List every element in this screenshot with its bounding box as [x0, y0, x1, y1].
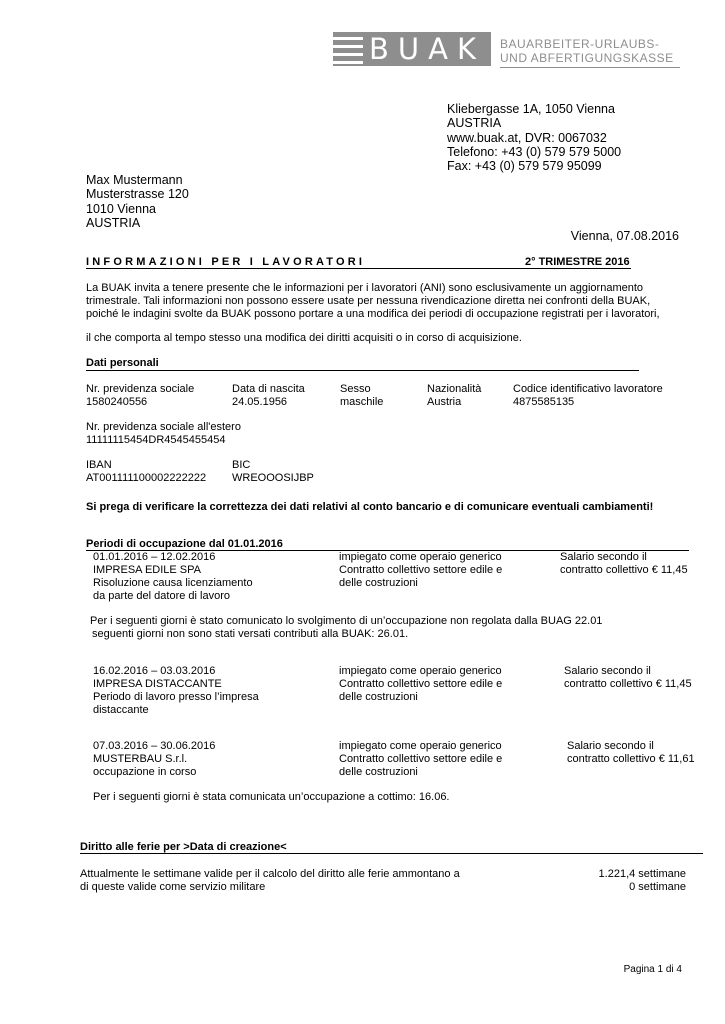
period-3-salary: Salario secondo il contratto collettivo € 11,61 — [567, 740, 695, 765]
intro-conclusion: il che comporta al tempo stesso una modifica dei diritti acquisiti o in corso di acquisizione. — [86, 332, 522, 344]
logo-underline — [500, 67, 680, 68]
military-weeks-value: 0 settimane — [629, 881, 686, 893]
buak-logo — [333, 32, 683, 72]
sender-address: Kliebergasse 1A, 1050 Vienna AUSTRIA www.buak.at, DVR: 0067032 Telefono: +43 (0) 579 579 5000 Fax: +43 (0) 579 579 95099 — [447, 102, 622, 174]
logo-brand: BUAK — [369, 32, 485, 66]
recipient-street: Musterstrasse 120 — [86, 187, 189, 202]
period-3-left — [93, 740, 215, 779]
bank-verify-notice: Si prega di verificare la correttezza dei dati relativi al conto bancario e di comunicare eventuali cambiamenti! — [86, 501, 654, 513]
dob-field: Data di nascita 24.05.1956 — [232, 383, 305, 408]
period-2-contract: impiegato come operaio generico Contratto collettivo settore edile e delle costruzioni — [339, 665, 503, 703]
period-2-left — [93, 665, 259, 717]
personal-data-underline — [86, 370, 639, 371]
holiday-underline — [80, 853, 703, 854]
foreign-ssn-field: Nr. previdenza sociale all'estero 11111115454DR4545455454 — [86, 421, 241, 446]
period-1-salary: Salario secondo il contratto collettivo € 11,45 — [560, 551, 688, 576]
holiday-heading: Diritto alle ferie per >Data di creazione< — [80, 841, 287, 853]
period-note: Periodo di lavoro presso l’impresa — [93, 691, 259, 703]
period-company: IMPRESA DISTACCANTE — [93, 678, 222, 690]
piecework-notice: Per i seguenti giorni è stata comunicata un’occupazione a cottimo: 16.06. — [93, 791, 450, 803]
recipient-address — [86, 173, 189, 230]
period-company: IMPRESA EDILE SPA — [93, 564, 202, 576]
recipient-name: Max Mustermann — [86, 173, 183, 187]
ssn-field: Nr. previdenza sociale 1580240556 — [86, 383, 195, 408]
nationality-field: Nazionalità Austria — [427, 383, 482, 408]
quarter-label: 2° TRIMESTRE 2016 — [525, 256, 630, 268]
holiday-weeks-label: Attualmente le settimane valide per il calcolo del diritto alle ferie ammontano a — [80, 868, 460, 880]
period-dates: 01.01.2016 – 12.02.2016 — [93, 551, 216, 563]
logo-mark — [333, 32, 491, 66]
letter-date: Vienna, 07.08.2016 — [570, 229, 679, 243]
period-2-salary: Salario secondo il contratto collettivo € 11,45 — [564, 665, 692, 690]
period-note: occupazione in corso — [93, 766, 197, 778]
period-dates: 16.02.2016 – 03.03.2016 — [93, 665, 216, 677]
period-1-left — [93, 551, 253, 603]
period-1-contract: impiegato come operaio generico Contratto collettivo settore edile e delle costruzioni — [339, 551, 503, 589]
military-weeks-label: di queste valide come servizio militare — [80, 881, 266, 893]
worker-code-field: Codice identificativo lavoratore 4875585135 — [513, 383, 663, 408]
document-title: INFORMAZIONI PER I LAVORATORI — [86, 256, 366, 268]
intro-paragraph: La BUAK invita a tenere presente che le informazioni per i lavoratori (ANI) sono esclusivamente un aggiornamento trimestrale. Tali informazioni non possono essere usate per nessuna rivendicazione diretta nei confronti della BUAK, poiché le indagini svolte da BUAK possono portare a una modifica dei periodi di occupazione registrati per i lavoratori, — [86, 282, 660, 320]
sex-field: Sesso maschile — [340, 383, 384, 408]
period-company: MUSTERBAU S.r.l. — [93, 753, 188, 765]
iban-field: IBAN AT001111100002222222 — [86, 459, 207, 484]
period-dates: 07.03.2016 – 30.06.2016 — [93, 740, 216, 752]
logo-subtitle: BAUARBEITER-URLAUBS- UND ABFERTIGUNGSKASSE — [500, 37, 674, 65]
holiday-weeks-value: 1.221,4 settimane — [598, 868, 686, 880]
period-3-contract: impiegato come operaio generico Contratto collettivo settore edile e delle costruzioni — [339, 740, 503, 778]
period-note: da parte del datore di lavoro — [93, 590, 230, 602]
employment-heading: Periodi di occupazione dal 01.01.2016 — [86, 538, 283, 550]
period-note: distaccante — [93, 704, 149, 716]
logo-stripes-icon — [333, 32, 363, 66]
title-underline — [86, 268, 631, 269]
personal-data-heading: Dati personali — [86, 357, 159, 369]
period-note: Risoluzione causa licenziamento — [93, 577, 253, 589]
recipient-country: AUSTRIA — [86, 215, 141, 230]
bic-field: BIC WREOOOSIJBP — [232, 459, 314, 484]
irregular-notice: Per i seguenti giorni è stato comunicato lo svolgimento di un’occupazione non regolata dalla BUAG 22.01 seguenti giorni non sono stati versati contributi alla BUAK: 26.01. — [90, 615, 603, 640]
page-number: Pagina 1 di 4 — [623, 964, 682, 975]
recipient-city: 1010 Vienna — [86, 201, 156, 216]
